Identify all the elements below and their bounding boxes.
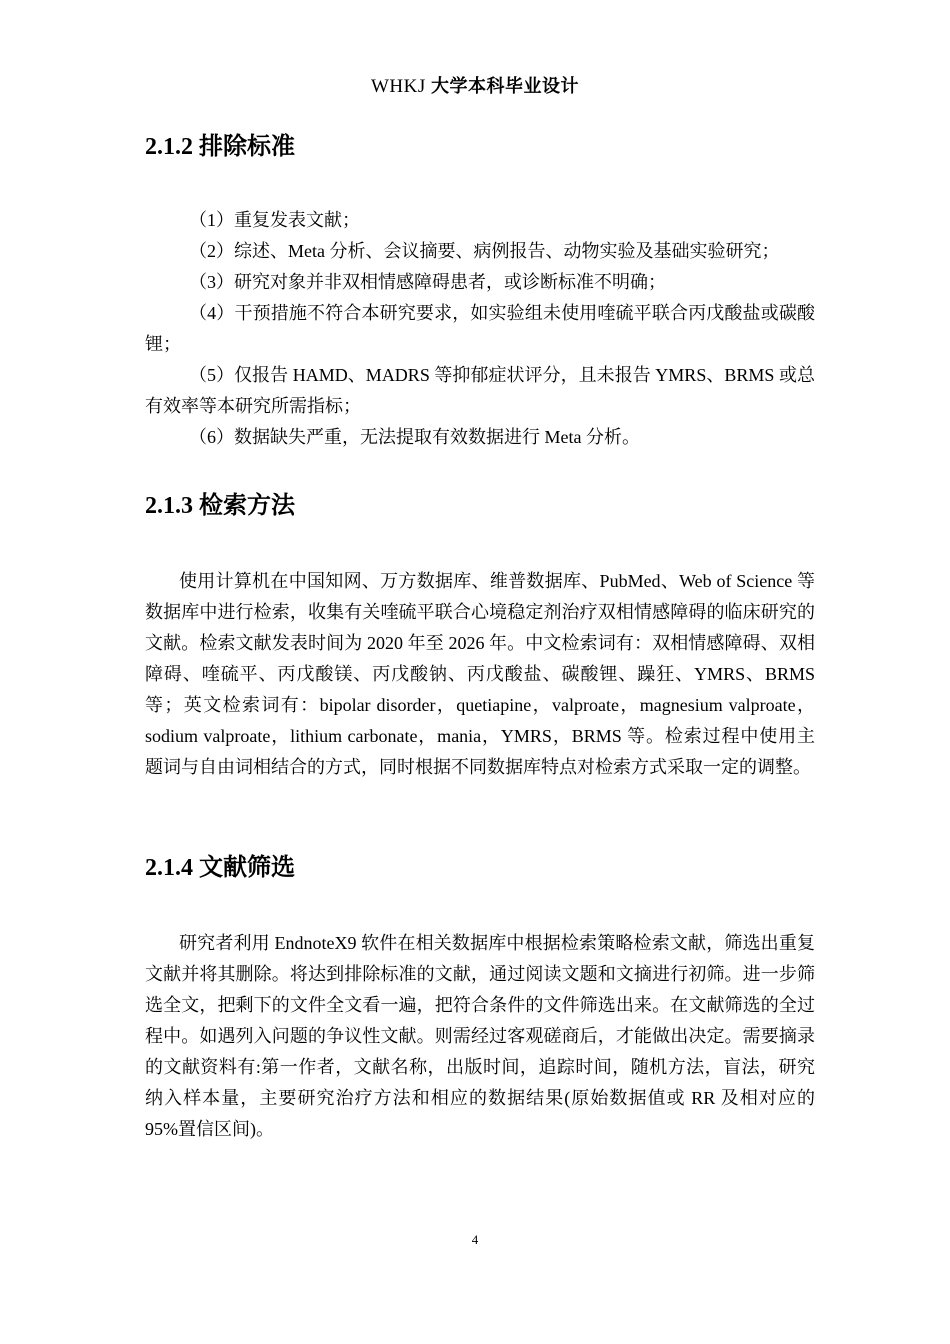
list-item: （1）重复发表文献； [189, 210, 360, 230]
list-item: （6）数据缺失严重，无法提取有效数据进行 Meta 分析。 [189, 427, 640, 447]
search-method-body [145, 566, 815, 783]
header-title: 大学本科毕业设计 [431, 76, 580, 97]
header-prefix: WHKJ [370, 76, 426, 97]
section-heading-2-1-4: 2.1.4 文献筛选 [145, 855, 295, 881]
body-paragraph: 研究者利用 EndnoteX9 软件在相关数据库中根据检索策略检索文献，筛选出重复文献并将其删除。将达到排除标准的文献，通过阅读文题和文摘进行初筛。进一步筛选全文，把剩下的文件全文看一遍，把符合条件的文件筛选出来。在文献筛选的全过程中。如遇列入问题的争议性文献。则需经过客观磋商后，才能做出决定。需要摘录的文献资料有:第一作者，文献名称，出版时间，追踪时间，随机方法，盲法，研究纳入样本量，主要研究治疗方法和相应的数据结果(原始数据值或 RR 及相对应的 95%置信区间)。 [145, 933, 815, 1139]
list-item: （5）仅报告 HAMD、MADRS 等抑郁症状评分，且未报告 YMRS、BRMS 或总有效率等本研究所需指标； [145, 365, 815, 416]
list-item: （4）干预措施不符合本研究要求，如实验组未使用喹硫平联合丙戊酸盐或碳酸锂； [145, 303, 815, 354]
page-number: 4 [471, 1232, 479, 1247]
list-item: （3）研究对象并非双相情感障碍患者，或诊断标准不明确； [189, 272, 666, 292]
literature-screening-body [145, 928, 815, 1145]
page-header [0, 72, 950, 98]
body-paragraph: 使用计算机在中国知网、万方数据库、维普数据库、PubMed、Web of Science 等数据库中进行检索，收集有关喹硫平联合心境稳定剂治疗双相情感障碍的临床研究的文献。检索文献发表时间为 2020 年至 2026 年。中文检索词有：双相情感障碍、双相障碍、喹硫平、丙戊酸镁、丙戊酸钠、丙戊酸盐、碳酸锂、躁狂、YMRS、BRMS 等；英文检索词有：bipolar disorder，quetiapine，valproate，magnesium valproate，sodium valproate，lithium carbonate，mania，YMRS，BRMS 等。检索过程中使用主题词与自由词相结合的方式，同时根据不同数据库特点对检索方式采取一定的调整。 [145, 571, 815, 777]
exclusion-criteria-list [145, 205, 815, 453]
list-item: （2）综述、Meta 分析、会议摘要、病例报告、动物实验及基础实验研究； [189, 241, 780, 261]
section-heading-2-1-3: 2.1.3 检索方法 [145, 493, 295, 519]
section-heading-2-1-2: 2.1.2 排除标准 [145, 134, 295, 160]
